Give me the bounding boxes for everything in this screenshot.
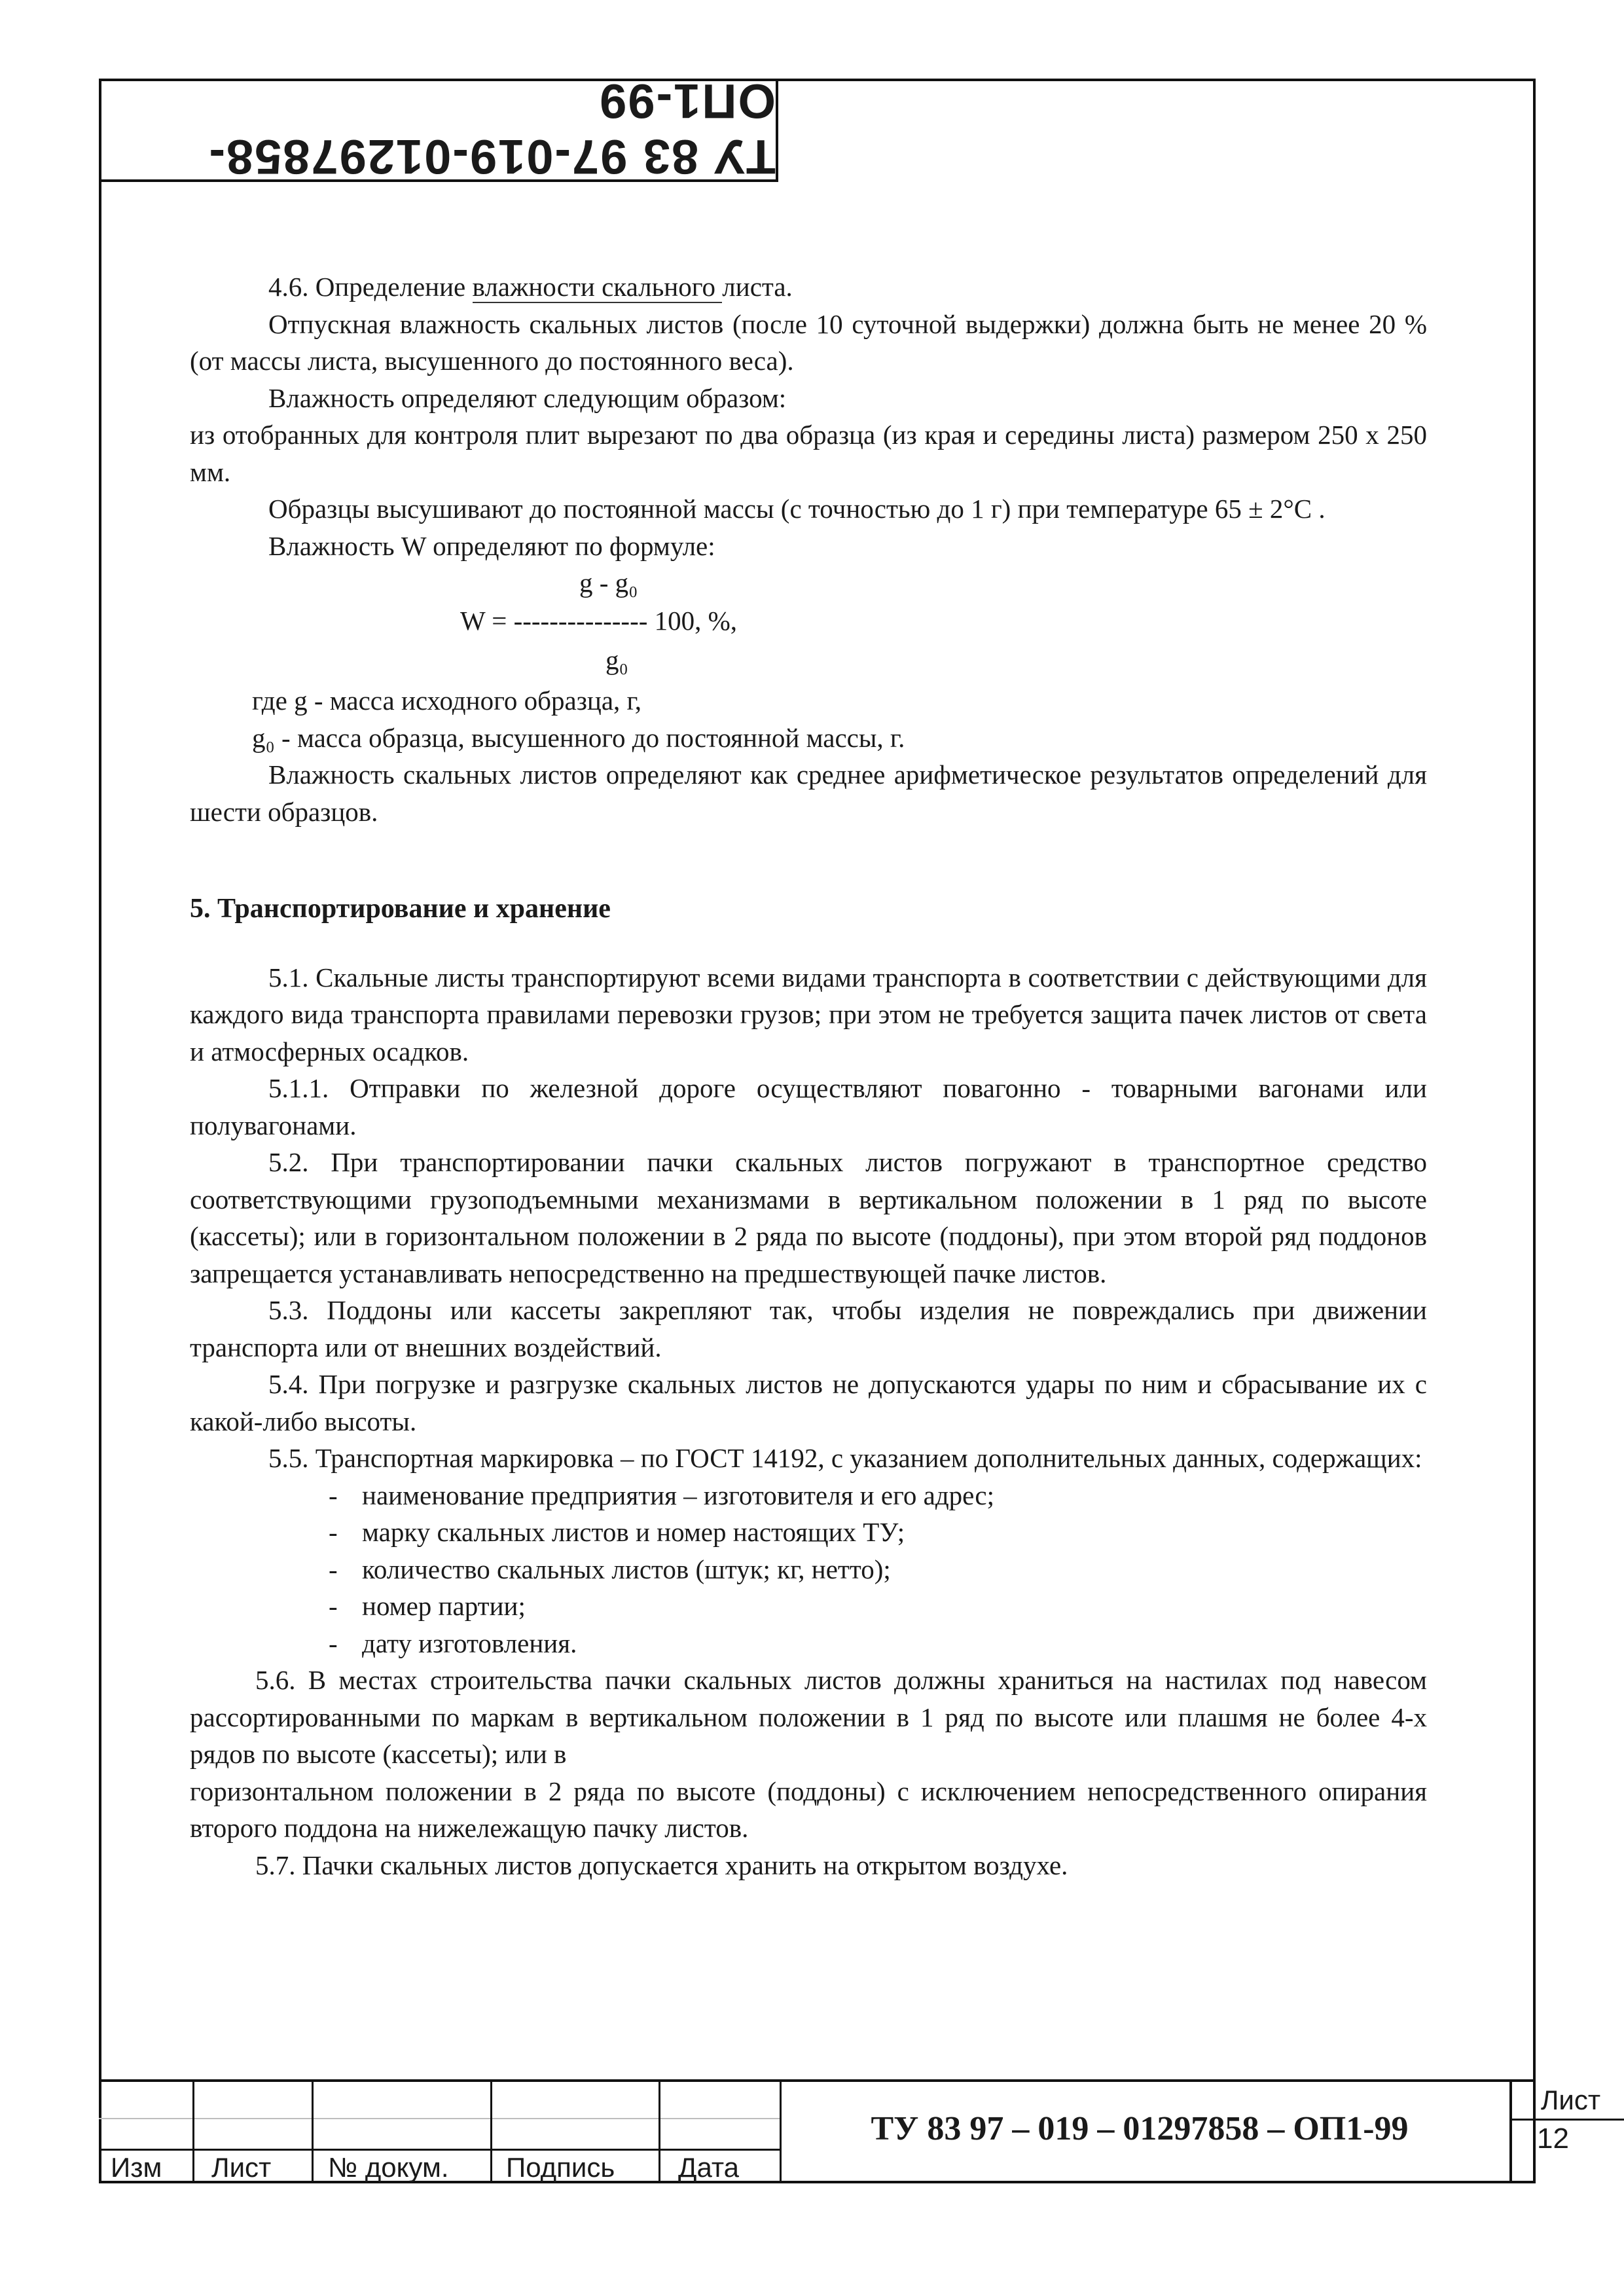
sheet-box bbox=[1509, 2082, 1624, 2183]
paragraph: Образцы высушивают до постоянной массы (с точностью до 1 г) при температуре 65 ± 2°С . bbox=[268, 494, 1326, 524]
formula-legend: g₀ - масса образца, высушенного до постоянной массы, г. bbox=[252, 722, 905, 753]
list-item-text: количество скальных листов (штук; кг, нетто); bbox=[362, 1554, 891, 1584]
section-5-heading: 5. Транспортирование и хранение bbox=[190, 894, 611, 924]
paragraph: 5.1. Скальные листы транспортируют всеми видами транспорта в соответствии с действующими для каждого вида транспорта правилами перевозки грузов; при этом не требуется защита пачек листов от света и атмосферных осадков. bbox=[190, 962, 1427, 1066]
paragraph: 5.6. В местах строительства пачки скальных листов должны храниться на настилах под навесом рассортированными по маркам в вертикальном положении в 1 ряд по высоте или плашмя не более 4-х рядов по высоте (кассеты); или в bbox=[190, 1665, 1427, 1769]
list-item-text: марку скальных листов и номер настоящих ТУ; bbox=[362, 1517, 905, 1547]
sheet-divider bbox=[1512, 2119, 1624, 2121]
paragraph: 5.1.1. Отправки по железной дороге осуществляют повагонно - товарными вагонами или полувагонами. bbox=[190, 1073, 1427, 1140]
col-doc-label: № докум. bbox=[328, 2152, 449, 2183]
formula-legend: где g - масса исходного образца, г, bbox=[252, 685, 641, 716]
col-izm-label: Изм bbox=[111, 2152, 162, 2183]
paragraph: Влажность скальных листов определяют как среднее арифметическое результатов определений для шести образцов. bbox=[190, 759, 1427, 827]
paragraph: 5.7. Пачки скальных листов допускается хранить на открытом воздухе. bbox=[255, 1850, 1068, 1880]
title-block bbox=[99, 2079, 1601, 2183]
section-4-6-title bbox=[190, 268, 1427, 306]
col-date-label: Дата bbox=[678, 2152, 740, 2183]
list-item: - наименование предприятия – изготовителя и его адрес; bbox=[329, 1480, 994, 1510]
document-body bbox=[190, 268, 1427, 1884]
paragraph: 5.4. При погрузке и разгрузке скальных листов не допускаются удары по ним и сбрасывание их с какой-либо высоты. bbox=[190, 1369, 1427, 1436]
title-part: 4.6. Определение bbox=[268, 272, 473, 302]
column-divider bbox=[780, 2082, 782, 2183]
document-code: ТУ 83 97 – 019 – 01297858 – ОП1-99 bbox=[871, 2110, 1409, 2147]
rotated-doc-code: ТУ 83 97-019-01297858-ОП1-99 bbox=[208, 74, 776, 184]
faint-row-line bbox=[99, 2118, 780, 2119]
paragraph: 5.2. При транспортировании пачки скальных листов погружают в транспортное средство соответствующими грузоподъемными механизмами в вертикальном положении в 1 ряд по высоте (кассеты); или в горизонтальном положении в 2 ряда по высоте (поддоны), при этом второй ряд поддонов запрещается устанавливать непосредственно на предшествующей пачке листов. bbox=[190, 1147, 1427, 1288]
list-item-text: дату изготовления. bbox=[362, 1628, 577, 1658]
title-part: листа. bbox=[722, 272, 793, 302]
list-item-text: наименование предприятия – изготовителя и его адрес; bbox=[362, 1480, 994, 1510]
column-divider bbox=[192, 2082, 194, 2183]
col-list-label: Лист bbox=[211, 2152, 272, 2183]
paragraph: горизонтальном положении в 2 ряда по высоте (поддоны) с исключением непосредственного опирания второго поддона на нижележащую пачку листов. bbox=[190, 1776, 1427, 1843]
paragraph: Влажность W определяют по формуле: bbox=[268, 530, 715, 561]
moisture-formula bbox=[190, 564, 1427, 682]
formula-numerator: g - g₀ bbox=[579, 568, 638, 598]
col-sign-label: Подпись bbox=[506, 2152, 615, 2183]
top-stamp bbox=[99, 74, 778, 184]
paragraph: 5.3. Поддоны или кассеты закрепляют так, чтобы изделия не повреждались при движении транспорта или от внешних воздействий. bbox=[190, 1295, 1427, 1362]
header-row-line bbox=[99, 2149, 780, 2151]
formula-denominator: g₀ bbox=[605, 645, 628, 675]
title-underlined: влажности скального bbox=[472, 272, 723, 302]
column-divider bbox=[490, 2082, 492, 2183]
list-item: - дату изготовления. bbox=[329, 1628, 577, 1658]
paragraph: 5.5. Транспортная маркировка – по ГОСТ 14192, с указанием дополнительных данных, содержащих: bbox=[268, 1443, 1422, 1473]
paragraph: Влажность определяют следующим образом: bbox=[268, 382, 787, 413]
sheet-number: 12 bbox=[1537, 2123, 1569, 2155]
column-divider bbox=[312, 2082, 314, 2183]
formula-main: W = --------------- 100, %, bbox=[460, 606, 738, 636]
column-divider bbox=[659, 2082, 660, 2183]
paragraph: из отобранных для контроля плит вырезают по два образца (из края и середины листа) размером 250 х 250 мм. bbox=[190, 420, 1427, 487]
list-item-text: номер партии; bbox=[362, 1591, 526, 1621]
list-item: - количество скальных листов (штук; кг, нетто); bbox=[329, 1554, 891, 1584]
marking-list bbox=[190, 1477, 1427, 1662]
paragraph: Отпускная влажность скальных листов (после 10 суточной выдержки) должна быть не менее 20 % (от массы листа, высушенного до постоянного веса). bbox=[190, 308, 1427, 376]
sheet-label: Лист bbox=[1540, 2085, 1601, 2115]
list-item: - номер партии; bbox=[329, 1591, 526, 1621]
list-item: - марку скальных листов и номер настоящих ТУ; bbox=[329, 1517, 905, 1547]
